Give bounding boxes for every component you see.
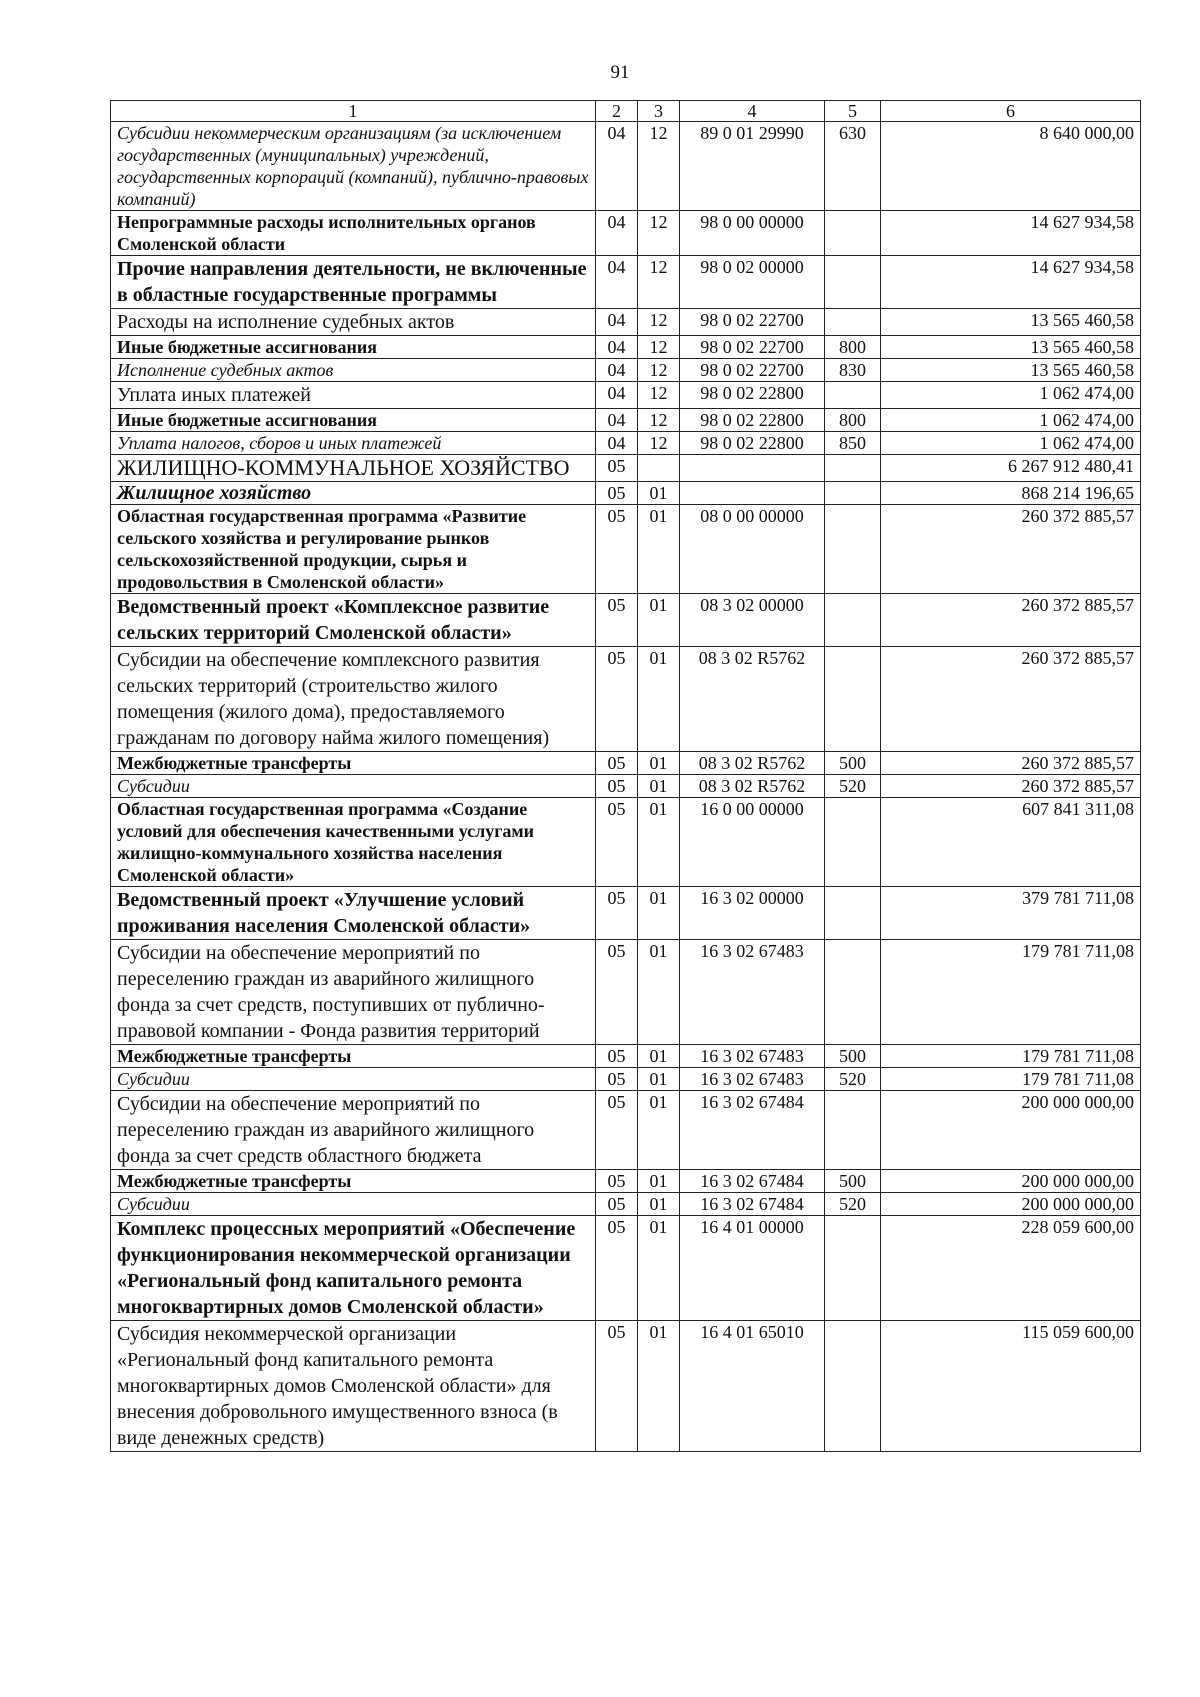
subsection-code-cell: 12 (638, 409, 680, 432)
section-code-cell: 05 (596, 594, 638, 647)
target-article-cell: 16 3 02 67484 (680, 1170, 825, 1193)
section-code-cell: 04 (596, 122, 638, 211)
row-name-cell: Уплата налогов, сборов и иных платежей (111, 432, 596, 455)
amount-cell: 228 059 600,00 (881, 1216, 1141, 1321)
expense-type-cell: 500 (825, 1045, 881, 1068)
subsection-code-cell: 01 (638, 1216, 680, 1321)
table-row (111, 887, 1141, 940)
target-article-cell: 98 0 02 22700 (680, 336, 825, 359)
row-name-cell: Субсидии (111, 1068, 596, 1091)
row-name-cell: Уплата иных платежей (111, 382, 596, 409)
table-row (111, 256, 1141, 309)
header-col-2: 2 (596, 101, 638, 122)
amount-cell: 200 000 000,00 (881, 1091, 1141, 1170)
amount-cell: 260 372 885,57 (881, 594, 1141, 647)
section-code-cell: 04 (596, 359, 638, 382)
row-name-cell: Комплекс процессных мероприятий «Обеспечение функционирования некоммерческой организации «Региональный фонд капитального ремонта многоквартирных домов Смоленской области» (111, 1216, 596, 1321)
amount-cell: 1 062 474,00 (881, 409, 1141, 432)
row-name-cell: Иные бюджетные ассигнования (111, 409, 596, 432)
row-name-cell: Субсидии на обеспечение мероприятий по переселению граждан из аварийного жилищного фонда за счет средств, поступивших от публично-правовой компании - Фонда развития территорий (111, 940, 596, 1045)
subsection-code-cell: 12 (638, 211, 680, 256)
section-code-cell: 04 (596, 432, 638, 455)
amount-cell: 260 372 885,57 (881, 647, 1141, 752)
row-name-cell: Расходы на исполнение судебных актов (111, 309, 596, 336)
expense-type-cell (825, 940, 881, 1045)
amount-cell: 607 841 311,08 (881, 798, 1141, 887)
table-row (111, 482, 1141, 505)
expense-type-cell: 500 (825, 752, 881, 775)
target-article-cell: 98 0 02 00000 (680, 256, 825, 309)
expense-type-cell (825, 594, 881, 647)
subsection-code-cell: 01 (638, 1045, 680, 1068)
row-name-cell: Субсидия некоммерческой организации «Региональный фонд капитального ремонта многоквартирных домов Смоленской области» для внесения добровольного имущественного взноса (в виде денежных средств) (111, 1321, 596, 1452)
section-code-cell: 05 (596, 887, 638, 940)
expense-type-cell (825, 1321, 881, 1452)
target-article-cell: 98 0 00 00000 (680, 211, 825, 256)
subsection-code-cell: 01 (638, 1321, 680, 1452)
target-article-cell: 08 3 02 R5762 (680, 775, 825, 798)
section-code-cell: 05 (596, 455, 638, 482)
section-code-cell: 05 (596, 775, 638, 798)
section-code-cell: 05 (596, 1193, 638, 1216)
expense-type-cell (825, 482, 881, 505)
target-article-cell: 98 0 02 22700 (680, 359, 825, 382)
row-name-cell: Ведомственный проект «Комплексное развитие сельских территорий Смоленской области» (111, 594, 596, 647)
amount-cell: 179 781 711,08 (881, 1068, 1141, 1091)
target-article-cell (680, 455, 825, 482)
amount-cell: 200 000 000,00 (881, 1170, 1141, 1193)
subsection-code-cell: 12 (638, 309, 680, 336)
target-article-cell: 98 0 02 22800 (680, 382, 825, 409)
table-row (111, 1091, 1141, 1170)
table-row (111, 752, 1141, 775)
target-article-cell: 08 3 02 R5762 (680, 647, 825, 752)
subsection-code-cell: 01 (638, 1068, 680, 1091)
expense-type-cell: 520 (825, 1068, 881, 1091)
amount-cell: 14 627 934,58 (881, 256, 1141, 309)
expense-type-cell (825, 647, 881, 752)
table-row (111, 1321, 1141, 1452)
table-row (111, 211, 1141, 256)
target-article-cell: 16 3 02 67483 (680, 1045, 825, 1068)
expense-type-cell: 830 (825, 359, 881, 382)
amount-cell: 200 000 000,00 (881, 1193, 1141, 1216)
table-row (111, 1193, 1141, 1216)
expense-type-cell: 850 (825, 432, 881, 455)
section-code-cell: 05 (596, 1216, 638, 1321)
section-code-cell: 05 (596, 798, 638, 887)
table-row (111, 505, 1141, 594)
table-row (111, 1045, 1141, 1068)
target-article-cell: 16 3 02 67484 (680, 1091, 825, 1170)
section-code-cell: 05 (596, 1045, 638, 1068)
target-article-cell: 98 0 02 22700 (680, 309, 825, 336)
expense-type-cell: 520 (825, 775, 881, 798)
amount-cell: 179 781 711,08 (881, 940, 1141, 1045)
table-row (111, 798, 1141, 887)
target-article-cell: 08 3 02 R5762 (680, 752, 825, 775)
table-row (111, 409, 1141, 432)
subsection-code-cell: 01 (638, 647, 680, 752)
section-code-cell: 05 (596, 940, 638, 1045)
subsection-code-cell (638, 455, 680, 482)
expense-type-cell (825, 1216, 881, 1321)
expense-type-cell (825, 887, 881, 940)
section-code-cell: 04 (596, 211, 638, 256)
expense-type-cell: 800 (825, 336, 881, 359)
row-name-cell: Субсидии на обеспечение мероприятий по переселению граждан из аварийного жилищного фонда за счет средств областного бюджета (111, 1091, 596, 1170)
table-row (111, 1170, 1141, 1193)
section-code-cell: 05 (596, 752, 638, 775)
subsection-code-cell: 12 (638, 122, 680, 211)
amount-cell: 13 565 460,58 (881, 359, 1141, 382)
row-name-cell: Исполнение судебных актов (111, 359, 596, 382)
expense-type-cell (825, 211, 881, 256)
section-code-cell: 05 (596, 482, 638, 505)
target-article-cell: 16 0 00 00000 (680, 798, 825, 887)
table-row (111, 940, 1141, 1045)
row-name-cell: Иные бюджетные ассигнования (111, 336, 596, 359)
subsection-code-cell: 01 (638, 505, 680, 594)
subsection-code-cell: 01 (638, 887, 680, 940)
expense-type-cell (825, 256, 881, 309)
section-code-cell: 05 (596, 1321, 638, 1452)
target-article-cell: 16 3 02 67484 (680, 1193, 825, 1216)
expense-type-cell (825, 798, 881, 887)
table-body (111, 122, 1141, 1452)
section-code-cell: 05 (596, 647, 638, 752)
amount-cell: 115 059 600,00 (881, 1321, 1141, 1452)
section-code-cell: 04 (596, 256, 638, 309)
table-row (111, 594, 1141, 647)
amount-cell: 179 781 711,08 (881, 1045, 1141, 1068)
amount-cell: 1 062 474,00 (881, 432, 1141, 455)
header-col-1: 1 (111, 101, 596, 122)
table-header-row (111, 101, 1141, 122)
expense-type-cell (825, 382, 881, 409)
table-row (111, 1216, 1141, 1321)
section-code-cell: 05 (596, 1068, 638, 1091)
target-article-cell: 89 0 01 29990 (680, 122, 825, 211)
subsection-code-cell: 12 (638, 336, 680, 359)
section-code-cell: 04 (596, 336, 638, 359)
row-name-cell: Субсидии (111, 775, 596, 798)
subsection-code-cell: 12 (638, 382, 680, 409)
table-row (111, 382, 1141, 409)
amount-cell: 6 267 912 480,41 (881, 455, 1141, 482)
expense-type-cell: 630 (825, 122, 881, 211)
amount-cell: 260 372 885,57 (881, 752, 1141, 775)
row-name-cell: Межбюджетные трансферты (111, 1170, 596, 1193)
target-article-cell: 08 0 00 00000 (680, 505, 825, 594)
row-name-cell: Жилищное хозяйство (111, 482, 596, 505)
row-name-cell: Субсидии на обеспечение комплексного развития сельских территорий (строительство жилого помещения (жилого дома), предоставляемого гражданам по договору найма жилого помещения) (111, 647, 596, 752)
page-number: 91 (610, 62, 630, 83)
table-row (111, 122, 1141, 211)
expense-type-cell: 520 (825, 1193, 881, 1216)
amount-cell: 260 372 885,57 (881, 775, 1141, 798)
row-name-cell: Субсидии (111, 1193, 596, 1216)
header-col-3: 3 (638, 101, 680, 122)
amount-cell: 379 781 711,08 (881, 887, 1141, 940)
target-article-cell: 98 0 02 22800 (680, 432, 825, 455)
section-code-cell: 05 (596, 1091, 638, 1170)
header-col-6: 6 (881, 101, 1141, 122)
section-code-cell: 04 (596, 382, 638, 409)
expense-type-cell (825, 309, 881, 336)
subsection-code-cell: 01 (638, 1170, 680, 1193)
table-row (111, 1068, 1141, 1091)
row-name-cell: ЖИЛИЩНО-КОММУНАЛЬНОЕ ХОЗЯЙСТВО (111, 455, 596, 482)
row-name-cell: Непрограммные расходы исполнительных органов Смоленской области (111, 211, 596, 256)
subsection-code-cell: 01 (638, 775, 680, 798)
target-article-cell: 08 3 02 00000 (680, 594, 825, 647)
subsection-code-cell: 01 (638, 1193, 680, 1216)
row-name-cell: Областная государственная программа «Развитие сельского хозяйства и регулирование рынков сельскохозяйственной продукции, сырья и продовольствия в Смоленской области» (111, 505, 596, 594)
subsection-code-cell: 01 (638, 940, 680, 1045)
subsection-code-cell: 12 (638, 432, 680, 455)
table-row (111, 432, 1141, 455)
table-row (111, 775, 1141, 798)
subsection-code-cell: 12 (638, 256, 680, 309)
target-article-cell (680, 482, 825, 505)
row-name-cell: Ведомственный проект «Улучшение условий проживания населения Смоленской области» (111, 887, 596, 940)
subsection-code-cell: 01 (638, 1091, 680, 1170)
section-code-cell: 04 (596, 309, 638, 336)
expense-type-cell (825, 455, 881, 482)
row-name-cell: Прочие направления деятельности, не включенные в областные государственные программы (111, 256, 596, 309)
row-name-cell: Областная государственная программа «Создание условий для обеспечения качественными услугами жилищно-коммунального хозяйства населения Смоленской области» (111, 798, 596, 887)
table-row (111, 359, 1141, 382)
subsection-code-cell: 12 (638, 359, 680, 382)
target-article-cell: 16 4 01 00000 (680, 1216, 825, 1321)
target-article-cell: 16 4 01 65010 (680, 1321, 825, 1452)
row-name-cell: Межбюджетные трансферты (111, 752, 596, 775)
target-article-cell: 16 3 02 67483 (680, 940, 825, 1045)
amount-cell: 13 565 460,58 (881, 336, 1141, 359)
subsection-code-cell: 01 (638, 752, 680, 775)
expense-type-cell: 500 (825, 1170, 881, 1193)
section-code-cell: 05 (596, 505, 638, 594)
expense-type-cell (825, 1091, 881, 1170)
row-name-cell: Субсидии некоммерческим организациям (за исключением государственных (муниципальных) учреждений, государственных корпораций (компаний), публично-правовых компаний) (111, 122, 596, 211)
target-article-cell: 16 3 02 00000 (680, 887, 825, 940)
expense-type-cell (825, 505, 881, 594)
amount-cell: 14 627 934,58 (881, 211, 1141, 256)
target-article-cell: 98 0 02 22800 (680, 409, 825, 432)
budget-table (110, 100, 1141, 1452)
target-article-cell: 16 3 02 67483 (680, 1068, 825, 1091)
section-code-cell: 04 (596, 409, 638, 432)
amount-cell: 1 062 474,00 (881, 382, 1141, 409)
expense-type-cell: 800 (825, 409, 881, 432)
table-row (111, 309, 1141, 336)
table-row (111, 647, 1141, 752)
subsection-code-cell: 01 (638, 482, 680, 505)
table-row (111, 455, 1141, 482)
amount-cell: 8 640 000,00 (881, 122, 1141, 211)
amount-cell: 260 372 885,57 (881, 505, 1141, 594)
subsection-code-cell: 01 (638, 798, 680, 887)
table-row (111, 336, 1141, 359)
row-name-cell: Межбюджетные трансферты (111, 1045, 596, 1068)
header-col-5: 5 (825, 101, 881, 122)
subsection-code-cell: 01 (638, 594, 680, 647)
amount-cell: 868 214 196,65 (881, 482, 1141, 505)
section-code-cell: 05 (596, 1170, 638, 1193)
amount-cell: 13 565 460,58 (881, 309, 1141, 336)
header-col-4: 4 (680, 101, 825, 122)
